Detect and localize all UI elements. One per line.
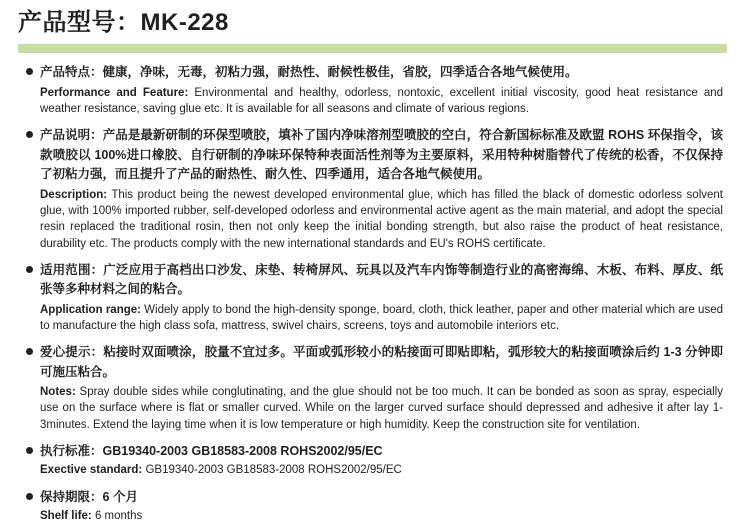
section-en-label: Description: [40,188,108,201]
section-en-text: 6 months [91,510,143,523]
section-description [26,126,723,251]
bullet-icon [26,348,33,355]
section-heading-row [26,442,723,461]
section-en-label: Application range: [40,303,141,316]
section-cn-label: 产品说明： [40,128,103,143]
section-cn-text: 广泛应用于高档出口沙发、床垫、转椅屏风、玩具以及汽车内饰等制造行业的高密海绵、木板、布料、厚皮、纸张等多种材料之间的粘合。 [40,262,723,297]
bullet-icon [26,266,33,273]
section-heading-row [26,126,723,184]
section-cn-line [40,261,723,300]
section-cn-label: 适用范围： [40,262,104,277]
page-title: 产品型号：MK-228 [18,9,229,36]
section-en-text: Spray double sides while conglutinating, and the glue should not be too much. It can be bonded as soon as spray, especially use on the surface where is flat or smaller curved. While on the larger curved surface should depressed and adhesive it after lay 1-3minutes. Extend the laying time when it is low temperature or high humidity. Keep the construction site for ventilation. [40,386,723,431]
section-cn-line [40,343,723,382]
section-en-line [26,508,723,524]
section-cn-label: 执行标准： [40,444,103,458]
section-notes [26,343,723,433]
section-executive-standard [26,442,723,479]
section-cn-label: 产品特点： [40,65,103,80]
section-en-text: Widely apply to bond the high-density sponge, board, cloth, thick leather, paper and other material which are used to manufacture the high class sofa, mattress, swivel chairs, screens, toys and automobile interiors etc. [40,303,723,332]
section-en-label: Exective standard: [40,464,143,477]
section-en-line [26,187,723,252]
section-application-range [26,261,723,334]
section-en-line [26,462,723,478]
section-en-text: This product being the newest developed environmental glue, which has filled the black of domestic odorless solvent glue, with 100% imported rubber, self-developed odorless and environmental active agent as the main material, and adopt the special resin replaced the traditional rosin, then not only keep the initial bonding strength, but also raise the product of heat resistance, durability etc. The products comply with the new international standards and EU's ROHS certificate. [40,188,723,250]
bullet-icon [26,493,33,500]
bullet-icon [26,447,33,454]
section-cn-text: GB19340-2003 GB18583-2008 ROHS2002/95/EC [102,444,383,458]
section-en-text: Environmental and healthy, odorless, nontoxic, excellent initial viscosity, good heat resistance and weather resistance, saving glue etc. It is available for all seasons and climate of various regions. [40,86,724,116]
section-cn-label: 保持期限： [40,489,103,504]
section-heading-row [26,343,723,382]
section-cn-text: 产品是最新研制的环保型喷胶，填补了国内净味溶剂型喷胶的空白，符合新国标标准及欧盟 ROHS 环保指令，该款喷胶以 100%进口橡胶、自行研制的净味环保特种表面活性剂等为主要原料，采用特种树脂替代了传统的松香，不仅保持了初粘力强，而且提升了产品的耐热性、耐久性、四季通用，适合各地气候使用。 [40,128,723,182]
bullet-icon [26,68,33,75]
page-header [0,0,745,36]
section-shelf-life [26,488,723,524]
bullet-icon [26,131,33,138]
section-cn-text: 6 个月 [102,489,138,504]
section-cn-label: 爱心提示： [40,345,104,360]
section-en-label: Performance and Feature: [40,86,189,99]
section-en-line [26,302,723,335]
section-cn-line [40,488,723,507]
section-en-line [26,384,723,433]
section-cn-text: 粘接时双面喷涂，胶量不宜过多。平面或弧形较小的粘接面可即贴即粘，弧形较大的粘接面喷涂后约 1-3 分钟即可施压粘合。 [40,345,723,379]
section-en-line [26,85,723,118]
section-cn-line [40,63,723,82]
section-en-text: GB19340-2003 GB18583-2008 ROHS2002/95/EC [142,464,402,477]
section-cn-line [40,442,723,461]
section-en-label: Shelf life: [40,510,92,523]
section-performance-and-feature [26,63,723,117]
spec-sections [0,53,745,524]
section-heading-row [26,63,723,82]
header-divider [18,44,727,53]
section-heading-row [26,488,723,507]
section-cn-text: 健康，净味，无毒，初粘力强，耐热性、耐候性极佳，省胶，四季适合各地气候使用。 [102,65,578,80]
section-heading-row [26,261,723,300]
section-en-label: Notes: [40,386,76,399]
section-cn-line [40,126,723,184]
